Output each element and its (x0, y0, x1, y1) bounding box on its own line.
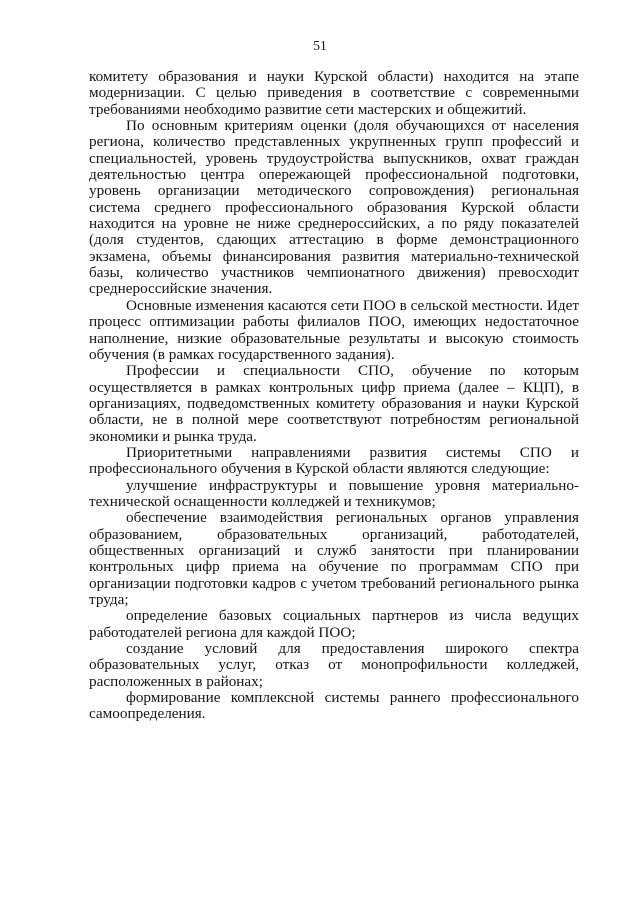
text-line: находится на уровне не ниже среднероссийских, а по ряду показателей (89, 215, 579, 233)
text-line: экзамена, объемы финансирования развития материально-технической (89, 247, 579, 265)
text-line: процесс оптимизации работы филиалов ПОО, имеющих недостаточное (89, 313, 579, 331)
text-line: базы, количество участников чемпионатного движения) превосходит (89, 264, 579, 282)
text-line: осуществляется в рамках контрольных цифр приема (далее – КЦП), в (89, 378, 579, 396)
text-line: экономики и рынка труда. (89, 427, 257, 445)
text-line: работодателей региона для каждой ПОО; (89, 623, 356, 641)
text-line: Основные изменения касаются сети ПОО в сельской местности. Идет (126, 296, 580, 314)
page-number: 51 (313, 38, 327, 53)
text-line: модернизации. С целью приведения в соответствие с современными (89, 84, 579, 102)
text-line: обеспечение взаимодействия региональных органов управления (126, 509, 579, 527)
text-line: формирование комплексной системы раннего профессионального (126, 689, 579, 707)
text-line: самоопределения. (89, 705, 206, 723)
text-line: определение базовых социальных партнеров из числа ведущих (126, 607, 579, 625)
text-line: улучшение инфраструктуры и повышение уровня материально- (126, 476, 579, 494)
text-line: деятельностью центра опережающей профессиональной подготовки, (89, 166, 579, 184)
text-line: среднероссийские значения. (89, 280, 273, 298)
text-line: комитету образования и науки Курской области) находится на этапе (89, 68, 579, 85)
text-line: образовательных услуг, отказ от монопрофильности колледжей, (89, 656, 579, 674)
text-line: профессионального обучения в Курской области являются следующие: (89, 460, 550, 478)
text-line: система среднего профессионального образования Курской области (89, 198, 579, 216)
text-line: технической оснащенности колледжей и техникумов; (89, 492, 436, 510)
text-line: создание условий для предоставления широкого спектра (126, 640, 579, 658)
text-line: (доля студентов, сдающих аттестацию в форме демонстрационного (89, 231, 579, 249)
text-line: образованием, образовательных организаций, работодателей, (89, 525, 579, 543)
text-line: По основным критериям оценки (доля обучающихся от населения (126, 117, 579, 135)
text-line: Профессии и специальности СПО, обучение по которым (126, 362, 579, 380)
text-line: Приоритетными направлениями развития системы СПО и (126, 443, 579, 461)
text-line: уровень организации методического сопровождения) региональная (89, 182, 579, 200)
text-line: региона, количество представленных укрупненных групп профессий и (89, 133, 579, 151)
text-line: области, не в полной мере соответствуют потребностям региональной (89, 411, 579, 429)
document-body (89, 69, 579, 723)
text-line: организациях, подведомственных комитету образования и науки Курской (89, 394, 579, 412)
text-line: труда; (89, 591, 129, 608)
text-line: требованиями необходимо развитие сети мастерских и общежитий. (89, 100, 527, 118)
text-line: обучения (в рамках государственного задания). (89, 345, 395, 363)
text-line: общественных организаций и служб занятости при планировании (89, 541, 579, 559)
text-line: организации подготовки кадров с учетом требований регионального рынка (89, 574, 579, 592)
text-line: расположенных в районах; (89, 672, 263, 690)
text-line: специальностей, уровень трудоустройства выпускников, охват граждан (89, 149, 579, 167)
text-line: контрольных цифр приема на обучение по программам СПО при (89, 558, 579, 576)
text-line: наполнение, низкие образовательные результаты и высокую стоимость (89, 329, 579, 347)
